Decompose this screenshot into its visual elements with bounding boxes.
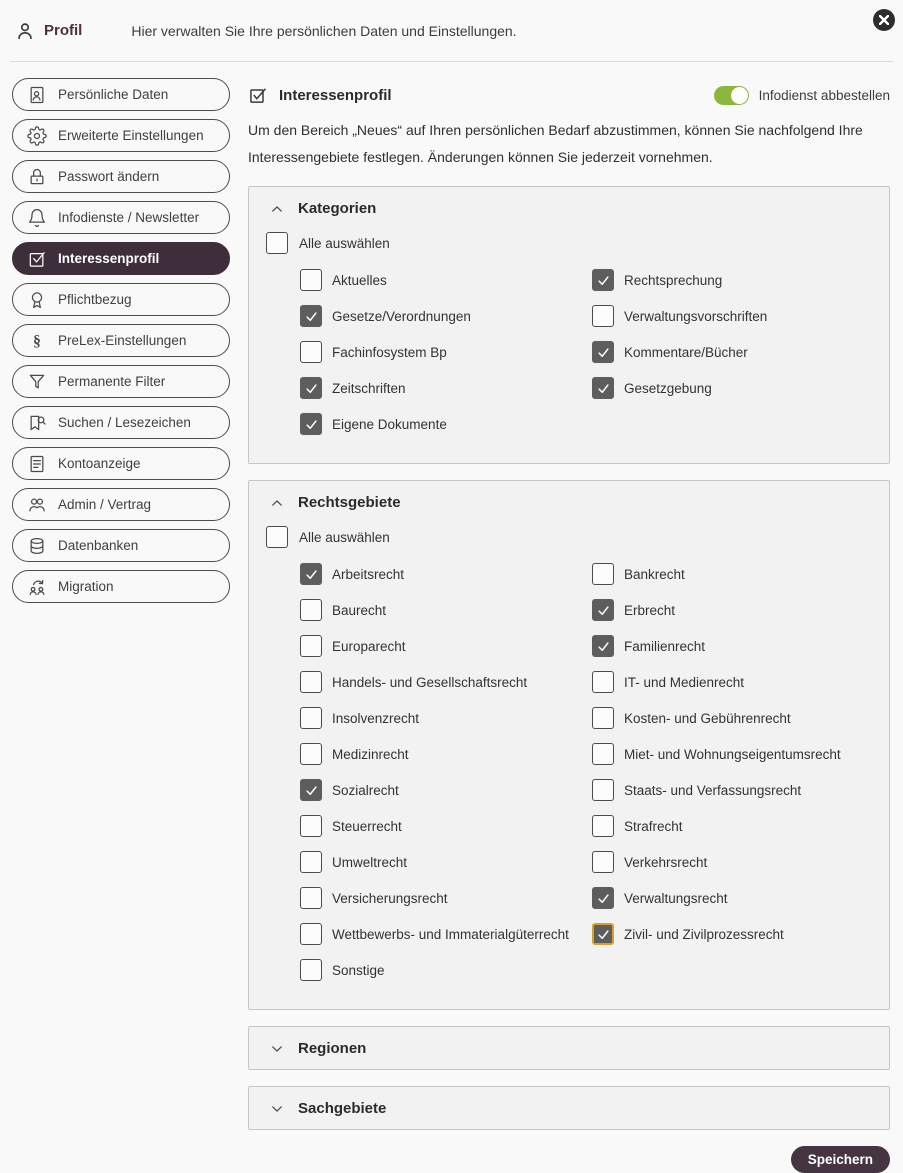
select-all-row <box>249 229 889 265</box>
sidebar-item-kontoanzeige[interactable] <box>12 447 230 480</box>
checkbox-columns <box>249 265 889 463</box>
checkbox-row <box>300 599 592 621</box>
badge-icon <box>27 290 47 310</box>
checkbox-label: Versicherungsrecht <box>332 890 448 906</box>
checkbox-row <box>592 887 841 909</box>
sidebar-item-label: Suchen / Lesezeichen <box>58 415 191 430</box>
checkbox-label: Handels- und Gesellschaftsrecht <box>332 674 528 690</box>
checkbox-label: Europarecht <box>332 638 406 654</box>
sidebar-item-label: Pflichtbezug <box>58 292 132 307</box>
checkbox-label: Gesetze/Verordnungen <box>332 308 471 324</box>
checkbox-label: IT- und Medienrecht <box>624 674 745 690</box>
checkbox-label: Baurecht <box>332 602 387 618</box>
checkbox-label: Bankrecht <box>624 566 685 582</box>
sidebar-item-pers-nliche-daten[interactable] <box>12 78 230 111</box>
checkbox-label: Verkehrsrecht <box>624 854 708 870</box>
checkbox[interactable] <box>300 599 322 621</box>
chevron-down-icon <box>270 1042 284 1056</box>
bell-icon <box>27 208 47 228</box>
close-icon <box>879 15 889 25</box>
checkbox[interactable] <box>300 635 322 657</box>
checkbox[interactable] <box>592 815 614 837</box>
profile-person-icon <box>14 20 36 42</box>
checkbox-row <box>592 563 841 585</box>
sidebar-item-erweiterte-einstellungen[interactable] <box>12 119 230 152</box>
database-icon <box>27 536 47 556</box>
checkbox-label: Insolvenzrecht <box>332 710 420 726</box>
checkbox-label: Zeitschriften <box>332 380 406 396</box>
checkbox-row <box>592 635 841 657</box>
checkbox-row <box>300 377 592 399</box>
sidebar-item-label: PreLex-Einstellungen <box>58 333 187 348</box>
checkbox-label: Erbrecht <box>624 602 676 618</box>
checkbox-row <box>592 779 841 801</box>
checkbox[interactable] <box>592 851 614 873</box>
sidebar-item-passwort-ndern[interactable] <box>12 160 230 193</box>
checkbox-label: Aktuelles <box>332 272 387 288</box>
section-header-regionen[interactable] <box>249 1027 889 1069</box>
checkbox[interactable] <box>592 887 614 909</box>
sidebar-item-label: Migration <box>58 579 114 594</box>
checkbox-row <box>592 305 767 327</box>
checkbox-row <box>300 959 592 981</box>
sidebar-item-migration[interactable] <box>12 570 230 603</box>
sidebar-item-permanente-filter[interactable] <box>12 365 230 398</box>
sidebar-item-infodienste-newsletter[interactable] <box>12 201 230 234</box>
id-card-icon <box>27 85 47 105</box>
checkbox-row <box>592 671 841 693</box>
sections <box>248 186 890 1130</box>
checkbox[interactable] <box>300 779 322 801</box>
document-icon <box>27 454 47 474</box>
section-title: Regionen <box>298 1040 367 1057</box>
checkbox-label: Verwaltungsvorschriften <box>624 308 768 324</box>
checkbox-row <box>300 743 592 765</box>
sidebar-item-label: Kontoanzeige <box>58 456 141 471</box>
section-header-rechtsgebiete[interactable] <box>249 481 889 523</box>
page-title: Profil <box>44 22 83 39</box>
checkbox-label: Steuerrecht <box>332 818 402 834</box>
checkbox-row <box>300 887 592 909</box>
checkbox[interactable] <box>592 923 614 945</box>
checkbox[interactable] <box>592 779 614 801</box>
checkbox[interactable] <box>592 671 614 693</box>
sidebar-item-label: Admin / Vertrag <box>58 497 152 512</box>
checkbox[interactable] <box>592 563 614 585</box>
checkbox-row <box>592 269 767 291</box>
people-icon <box>27 495 47 515</box>
sidebar-item-interessenprofil[interactable] <box>12 242 230 275</box>
checkbox[interactable] <box>300 815 322 837</box>
checkbox-row <box>592 743 841 765</box>
select-all-row <box>249 523 889 559</box>
sidebar-item-label: Permanente Filter <box>58 374 166 389</box>
sidebar-item-label: Persönliche Daten <box>58 87 169 102</box>
checkbox-row <box>300 851 592 873</box>
select-all-label: Alle auswählen <box>299 529 390 545</box>
section-title: Rechtsgebiete <box>298 494 401 511</box>
checkbox-row <box>300 707 592 729</box>
checkbox-row <box>592 341 767 363</box>
infodienst-toggle-wrap <box>714 86 890 105</box>
page-subtitle: Hier verwalten Sie Ihre persönlichen Daten und Einstellungen. <box>131 22 517 39</box>
migration-icon <box>27 577 47 597</box>
checkbox-row <box>300 413 592 435</box>
content-layout <box>0 62 903 1173</box>
sidebar-item-label: Datenbanken <box>58 538 139 553</box>
checkbox-icon <box>27 249 47 269</box>
checkbox-row <box>300 341 592 363</box>
section-regionen <box>248 1026 890 1070</box>
checkbox[interactable] <box>300 671 322 693</box>
sidebar-item-datenbanken[interactable] <box>12 529 230 562</box>
checkbox-columns <box>249 559 889 1009</box>
checkbox-label: Fachinfosystem Bp <box>332 344 447 360</box>
checkbox-row <box>300 305 592 327</box>
checkbox[interactable] <box>266 526 288 548</box>
chevron-down-icon <box>270 1102 284 1116</box>
bookmark-search-icon <box>27 413 47 433</box>
checkbox-label: Sonstige <box>332 962 385 978</box>
description-text: Um den Bereich „Neues“ auf Ihren persönlichen Bedarf abzustimmen, können Sie nachfolgend Ihre Interessengebiete festlegen. Änderungen können Sie jederzeit vornehmen. <box>248 122 863 165</box>
checkbox-row <box>592 707 841 729</box>
checkbox-label: Medizinrecht <box>332 746 409 762</box>
section-title: Kategorien <box>298 200 377 217</box>
checkbox-label: Zivil- und Zivilprozessrecht <box>624 926 784 942</box>
sidebar-item-prelex-einstellungen[interactable] <box>12 324 230 357</box>
sidebar-item-admin-vertrag[interactable] <box>12 488 230 521</box>
sidebar-item-label: Interessenprofil <box>58 251 160 266</box>
select-all-label: Alle auswählen <box>299 235 390 251</box>
checkbox[interactable] <box>300 887 322 909</box>
checkbox[interactable] <box>592 341 614 363</box>
checkbox-label: Arbeitsrecht <box>332 566 405 582</box>
checkbox[interactable] <box>592 269 614 291</box>
checkbox[interactable] <box>592 599 614 621</box>
checkbox[interactable] <box>592 635 614 657</box>
infodienst-toggle[interactable] <box>714 86 749 105</box>
section-kategorien <box>248 186 890 464</box>
section-header-kategorien[interactable] <box>249 187 889 229</box>
checkbox[interactable] <box>266 232 288 254</box>
checkbox-row <box>300 671 592 693</box>
chevron-up-icon <box>270 496 284 510</box>
header <box>10 0 893 62</box>
checkbox-row <box>300 635 592 657</box>
checkbox-label: Strafrecht <box>624 818 683 834</box>
interest-checkbox-icon <box>248 85 268 105</box>
checkbox[interactable] <box>300 305 322 327</box>
section-title: Sachgebiete <box>298 1100 387 1117</box>
main-title-row <box>248 85 890 105</box>
sidebar-item-label: Passwort ändern <box>58 169 160 184</box>
checkbox-row <box>300 815 592 837</box>
checkbox-row <box>592 851 841 873</box>
toggle-knob <box>731 87 748 104</box>
checkbox-row <box>300 269 592 291</box>
checkbox[interactable] <box>592 707 614 729</box>
checkbox-label: Eigene Dokumente <box>332 416 447 432</box>
gear-icon <box>27 126 47 146</box>
sidebar-item-pflichtbezug[interactable] <box>12 283 230 316</box>
checkbox[interactable] <box>300 563 322 585</box>
checkbox-label: Umweltrecht <box>332 854 408 870</box>
main-title: Interessenprofil <box>279 86 392 104</box>
checkbox-row <box>592 377 767 399</box>
paragraph-icon <box>27 331 47 351</box>
checkbox[interactable] <box>592 377 614 399</box>
checkbox[interactable] <box>300 413 322 435</box>
checkbox-label: Sozialrecht <box>332 782 399 798</box>
section-rechtsgebiete <box>248 480 890 1010</box>
sidebar-item-label: Infodienste / Newsletter <box>58 210 200 225</box>
sidebar-item-label: Erweiterte Einstellungen <box>58 128 204 143</box>
checkbox-label: Kommentare/Bücher <box>624 344 748 360</box>
checkbox-label: Wettbewerbs- und Immaterialgüterrecht <box>332 926 569 942</box>
checkbox-label: Kosten- und Gebührenrecht <box>624 710 791 726</box>
checkbox[interactable] <box>300 707 322 729</box>
save-row <box>248 1146 890 1173</box>
checkbox-row <box>592 815 841 837</box>
checkbox-row <box>592 923 841 945</box>
lock-icon <box>27 167 47 187</box>
checkbox-row <box>300 779 592 801</box>
save-button[interactable]: Speichern <box>791 1146 890 1173</box>
checkbox-label: Miet- und Wohnungseigentumsrecht <box>624 746 841 762</box>
checkbox[interactable] <box>300 269 322 291</box>
checkbox-row <box>592 599 841 621</box>
checkbox[interactable] <box>300 851 322 873</box>
checkbox[interactable] <box>300 743 322 765</box>
chevron-up-icon <box>270 202 284 216</box>
checkbox-label: Verwaltungsrecht <box>624 890 728 906</box>
section-header-sachgebiete[interactable] <box>249 1087 889 1129</box>
checkbox[interactable] <box>300 923 322 945</box>
checkbox[interactable] <box>300 377 322 399</box>
close-button[interactable] <box>873 9 895 31</box>
sidebar <box>12 78 230 1173</box>
checkbox-label: Rechtsprechung <box>624 272 723 288</box>
checkbox[interactable] <box>300 959 322 981</box>
filter-icon <box>27 372 47 392</box>
checkbox-row <box>300 923 592 945</box>
main-panel <box>248 78 890 1173</box>
svg-text:§: § <box>33 332 41 350</box>
checkbox-label: Staats- und Verfassungsrecht <box>624 782 802 798</box>
section-sachgebiete <box>248 1086 890 1130</box>
checkbox[interactable] <box>592 305 614 327</box>
checkbox[interactable] <box>592 743 614 765</box>
checkbox[interactable] <box>300 341 322 363</box>
checkbox-row <box>300 563 592 585</box>
sidebar-item-suchen-lesezeichen[interactable] <box>12 406 230 439</box>
checkbox-label: Gesetzgebung <box>624 380 712 396</box>
toggle-label: Infodienst abbestellen <box>758 87 890 103</box>
checkbox-label: Familienrecht <box>624 638 706 654</box>
